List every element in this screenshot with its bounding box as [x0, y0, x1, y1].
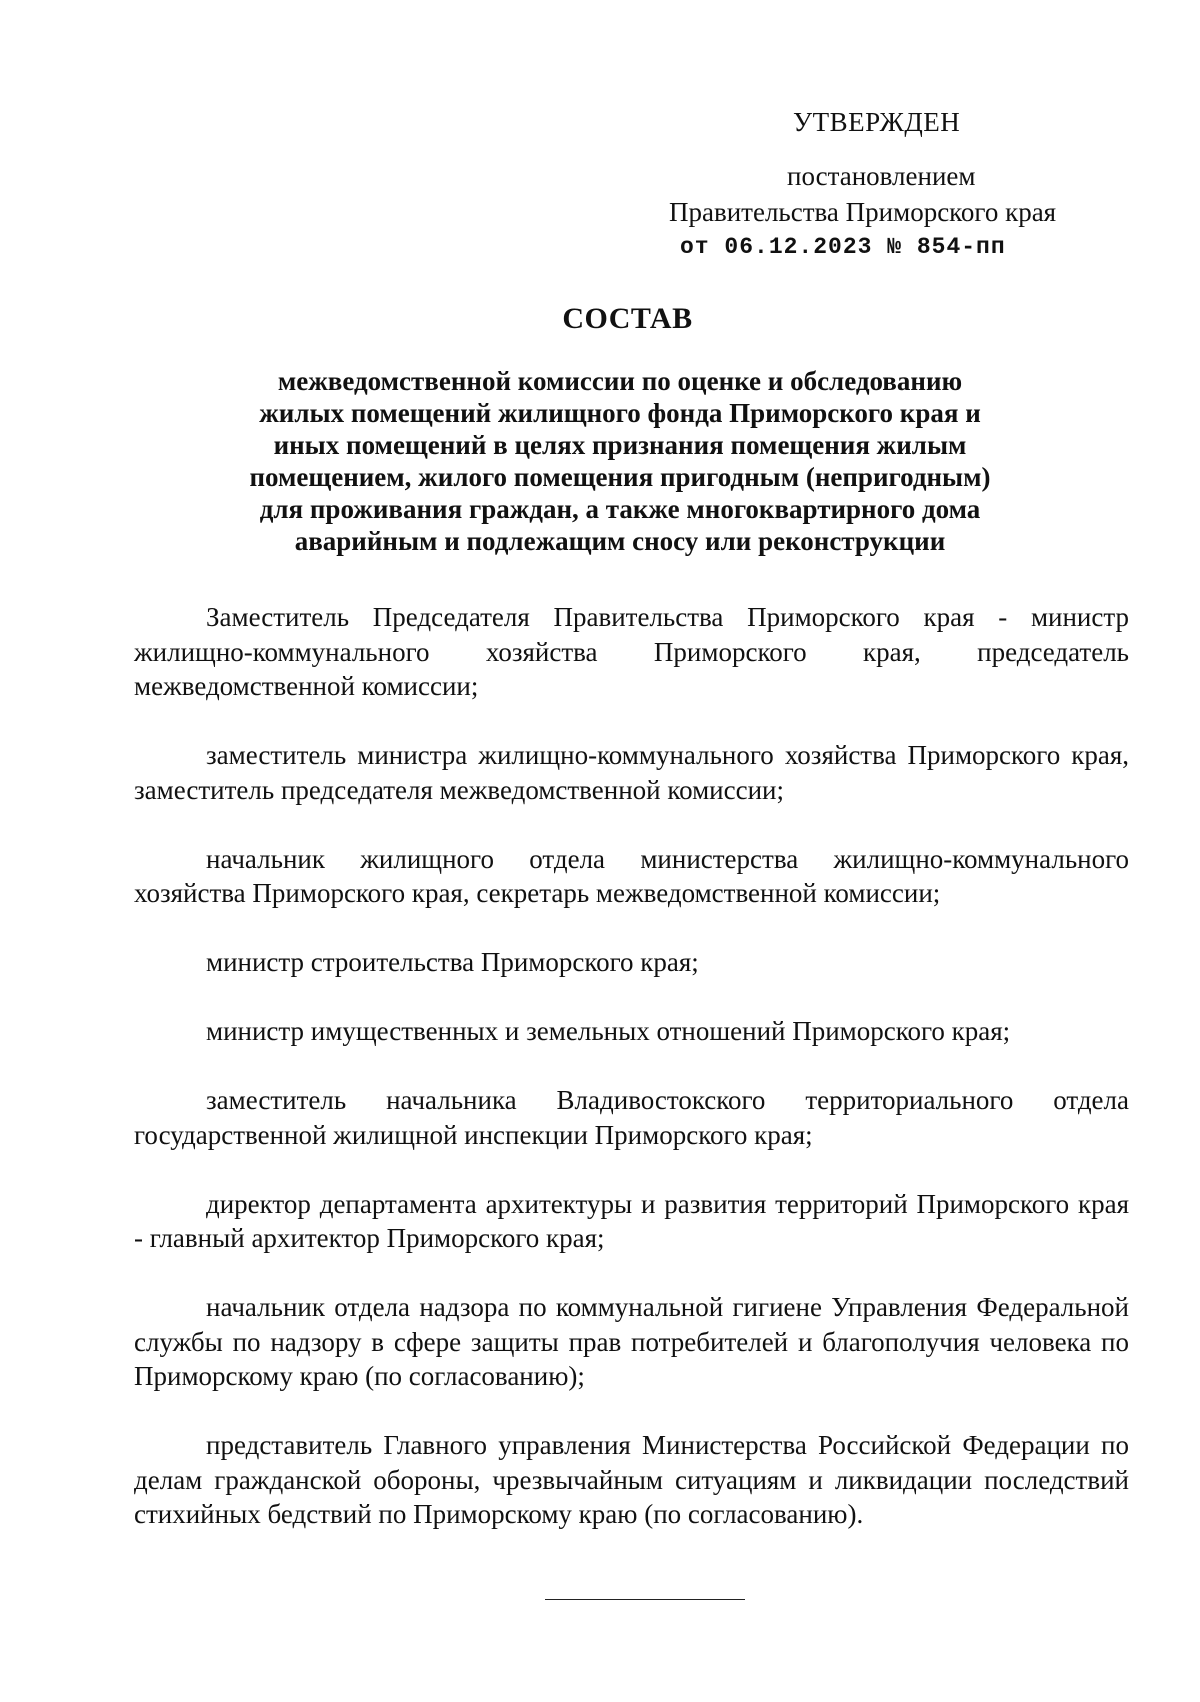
resolution-date-number: от 06.12.2023 № 854-пп	[680, 234, 1006, 260]
subtitle-line: помещением, жилого помещения пригодным (непригодным)	[249, 462, 991, 492]
member-emergency-ministry: представитель Главного управления Министерства Российской Федерации по делам гражданской обороны, чрезвычайным ситуациям и ликвидации последствий стихийных бедствий по Приморскому краю (по согласованию).	[134, 1430, 1129, 1529]
subtitle-line: для проживания граждан, а также многоквартирного дома	[259, 494, 981, 524]
resolution-label: постановлением	[787, 161, 976, 191]
commission-members-list	[134, 600, 1129, 1566]
member-rospotrebnadzor: начальник отдела надзора по коммунальной гигиене Управления Федеральной службы по надзору в сфере защиты прав потребителей и благополучия человека по Приморскому краю (по согласованию);	[134, 1292, 1129, 1391]
subtitle-line: иных помещений в целях признания помещения жилым	[273, 430, 967, 460]
subtitle-line: аварийным и подлежащим сносу или реконструкции	[294, 526, 946, 556]
member-chairman: Заместитель Председателя Правительства Приморского края - министр жилищно-коммунального хозяйства Приморского края, председатель межведомственной комиссии;	[134, 602, 1129, 701]
member-construction-minister: министр строительства Приморского края;	[206, 947, 699, 977]
government-label: Правительства Приморского края	[669, 197, 1057, 227]
document-subtitle	[200, 365, 1040, 557]
member-deputy-chairman: заместитель министра жилищно-коммунального хозяйства Приморского края, заместитель председателя межведомственной комиссии;	[134, 740, 1129, 805]
subtitle-line: межведомственной комиссии по оценке и обследованию	[277, 366, 963, 396]
end-separator-line	[545, 1599, 745, 1600]
approval-stamp-label: УТВЕРЖДЕН	[793, 107, 961, 137]
member-chief-architect: директор департамента архитектуры и развития территорий Приморского края - главный архитектор Приморского края;	[134, 1188, 1129, 1253]
member-housing-inspection: заместитель начальника Владивостокского территориального отдела государственной жилищной инспекции Приморского края;	[134, 1085, 1129, 1150]
document-title: СОСТАВ	[562, 302, 693, 335]
member-property-minister: министр имущественных и земельных отношений Приморского края;	[206, 1016, 1011, 1046]
member-secretary: начальник жилищного отдела министерства жилищно-коммунального хозяйства Приморского края, секретарь межведомственной комиссии;	[134, 843, 1129, 908]
subtitle-line: жилых помещений жилищного фонда Приморского края и	[259, 398, 981, 428]
